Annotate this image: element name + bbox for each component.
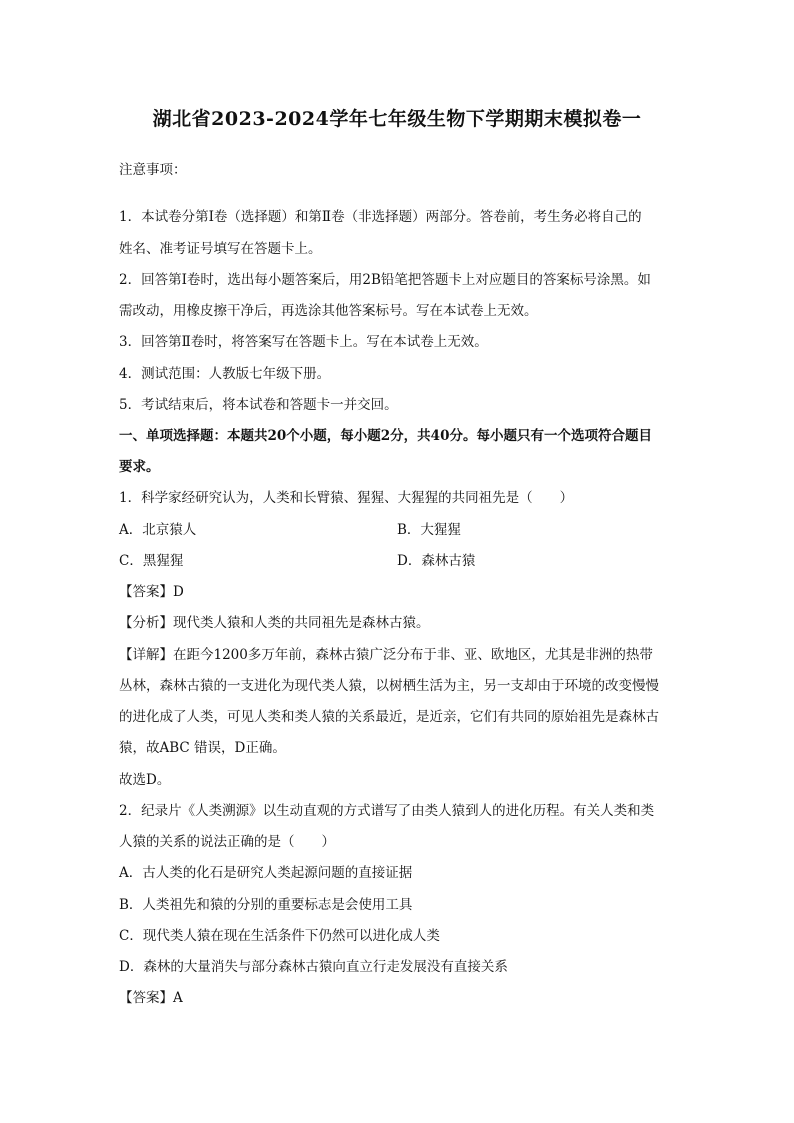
question-stem: 人猿的关系的说法正确的是（ ） <box>119 834 335 850</box>
page-title: 湖北省2023-2024学年七年级生物下学期期末模拟卷一 <box>152 108 642 130</box>
question-stem: 2．纪录片《人类溯源》以生动直观的方式谱写了由类人猿到人的进化历程。有关人类和类 <box>119 803 655 819</box>
notice-heading: 注意事项： <box>119 162 187 178</box>
notice-line: 4．测试范围：人教版七年级下册。 <box>119 366 331 382</box>
section-heading: 一、单项选择题：本题共20个小题，每小题2分，共40分。每小题只有一个选项符合题目 <box>119 428 652 444</box>
analysis-text: 【分析】现代类人猿和人类的共同祖先是森林古猿。 <box>119 615 430 631</box>
notice-line: 3．回答第Ⅱ卷时，将答案写在答题卡上。写在本试卷上无效。 <box>119 334 488 350</box>
option-d: D．森林的大量消失与部分森林古猿向直立行走发展没有直接关系 <box>119 959 508 975</box>
option-d: D．森林古猿 <box>397 553 476 569</box>
option-c: C．黑猩猩 <box>119 553 184 569</box>
section-heading: 要求。 <box>119 459 160 475</box>
notice-line: 需改动，用橡皮擦干净后，再选涂其他答案标号。写在本试卷上无效。 <box>119 303 538 319</box>
detail-text: 【详解】在距今1200多万年前，森林古猿广泛分布于非、亚、欧地区，尤其是非洲的热带 <box>119 647 653 663</box>
option-b: B．大猩猩 <box>397 522 461 538</box>
option-c: C．现代类人猿在现在生活条件下仍然可以进化成人类 <box>119 928 440 944</box>
question-stem: 1．科学家经研究认为，人类和长臂猿、猩猩、大猩猩的共同祖先是（ ） <box>119 490 574 506</box>
answer-label: 【答案】A <box>119 990 183 1006</box>
detail-text: 猿，故ABC 错误，D正确。 <box>119 740 286 756</box>
conclusion-text: 故选D。 <box>119 772 171 788</box>
notice-line: 2．回答第Ⅰ卷时，选出每小题答案后，用2B铅笔把答题卡上对应题目的答案标号涂黑。如 <box>119 272 651 288</box>
notice-line: 1．本试卷分第Ⅰ卷（选择题）和第Ⅱ卷（非选择题）两部分。答卷前，考生务必将自己的 <box>119 209 642 225</box>
option-a: A．北京猿人 <box>119 522 197 538</box>
detail-text: 的进化成了人类，可见人类和类人猿的关系最近，是近亲，它们有共同的原始祖先是森林古 <box>119 709 659 725</box>
notice-line: 5．考试结束后，将本试卷和答题卡一并交回。 <box>119 397 398 413</box>
notice-line: 姓名、准考证号填写在答题卡上。 <box>119 241 322 257</box>
answer-label: 【答案】D <box>119 584 184 600</box>
detail-text: 丛林，森林古猿的一支进化为现代类人猿，以树栖生活为主，另一支却由于环境的改变慢慢 <box>119 678 659 694</box>
option-b: B．人类祖先和猿的分别的重要标志是会使用工具 <box>119 897 413 913</box>
option-a: A．古人类的化石是研究人类起源问题的直接证据 <box>119 865 413 881</box>
